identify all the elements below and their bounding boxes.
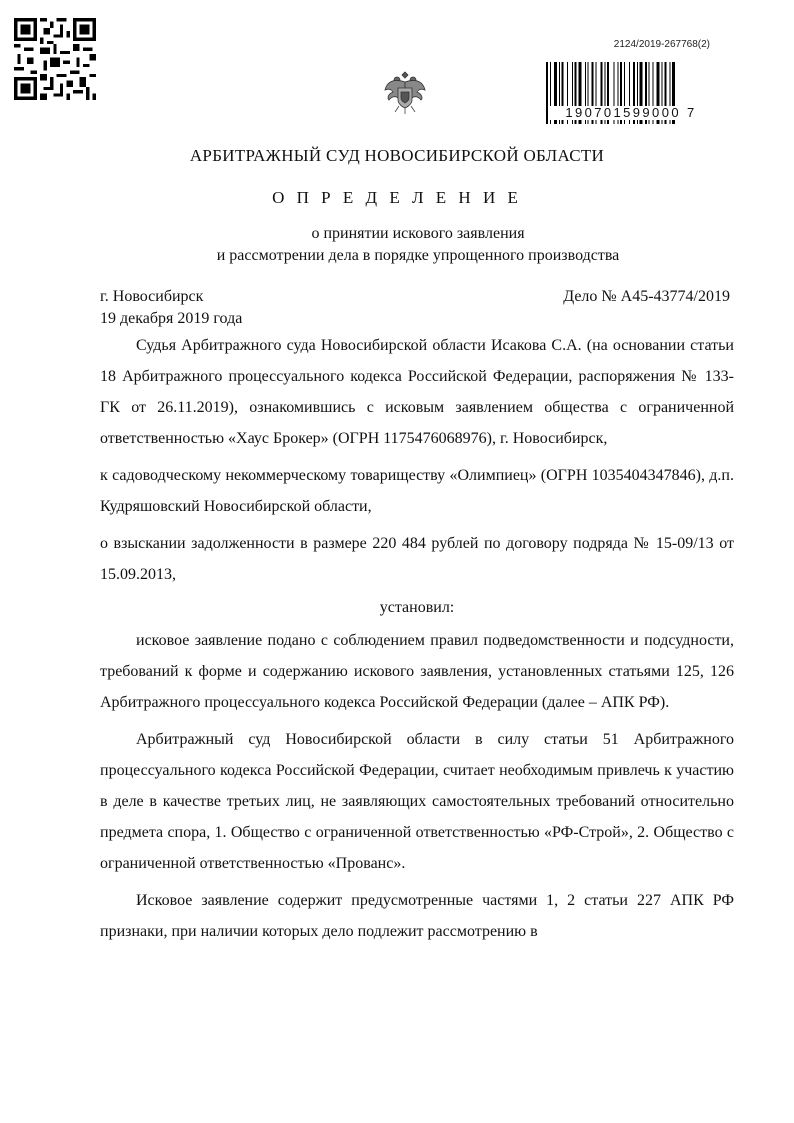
paragraph-judge: Судья Арбитражного суда Новосибирской области Исакова С.А. (на основании статьи 18 Арбитражного процессуального кодекса Российской Федерации, распоряжения № 133-ГК от 26.11.2019), ознакомившись с исковым заявлением общества с ограниченной ответственностью «Хаус Брокер» (ОГРН 1175476068976), г. Новосибирск,: [100, 337, 734, 447]
city: г. Новосибирск: [100, 288, 204, 305]
document-number: 2124/2019-267768(2): [613, 39, 710, 50]
paragraph-claim: о взыскании задолженности в размере 220 484 рублей по договору подряда № 15-09/13 от 15.09.2013,: [100, 535, 734, 583]
court-name: АРБИТРАЖНЫЙ СУД НОВОСИБИРСКОЙ ОБЛАСТИ: [189, 146, 605, 165]
qr-code: [14, 18, 96, 100]
double-headed-eagle-emblem: [383, 68, 427, 116]
document-date: 19 декабря 2019 года: [100, 310, 243, 327]
document-subtitle-line-1: о принятии искового заявления: [311, 225, 525, 242]
paragraph-third-parties: Арбитражный суд Новосибирской области в силу статьи 51 Арбитражного процессуального кодекса Российской Федерации, считает необходимым привлечь к участию в деле в качестве третьих лиц, не заявляющих самостоятельных требований относительно предмета спора, 1. Общество с ограниченной ответственностью «РФ-Строй», 2. Общество с ограниченной ответственностью «Прованс».: [100, 731, 734, 872]
established-heading: установил:: [379, 599, 455, 616]
barcode-number: 190701599000 7: [548, 106, 714, 120]
case-number: Дело № А45-43774/2019: [563, 288, 730, 305]
paragraph-admissibility: исковое заявление подано с соблюдением правил подведомственности и подсудности, требований к форме и содержанию искового заявления, установленных статьями 125, 126 Арбитражного процессуального кодекса Российской Федерации (далее – АПК РФ).: [100, 632, 734, 711]
document-subtitle-line-2: и рассмотрении дела в порядке упрощенного производства: [216, 247, 620, 264]
paragraph-defendant: к садоводческому некоммерческому товариществу «Олимпиец» (ОГРН 1035404347846), д.п. Кудряшовский Новосибирской области,: [100, 467, 734, 515]
document-title: О П Р Е Д Е Л Е Н И Е: [272, 188, 522, 207]
document-body: [100, 330, 734, 947]
paragraph-simplified-procedure: Исковое заявление содержит предусмотренные частями 1, 2 статьи 227 АПК РФ признаки, при наличии которых дело подлежит рассмотрению в: [100, 892, 734, 940]
